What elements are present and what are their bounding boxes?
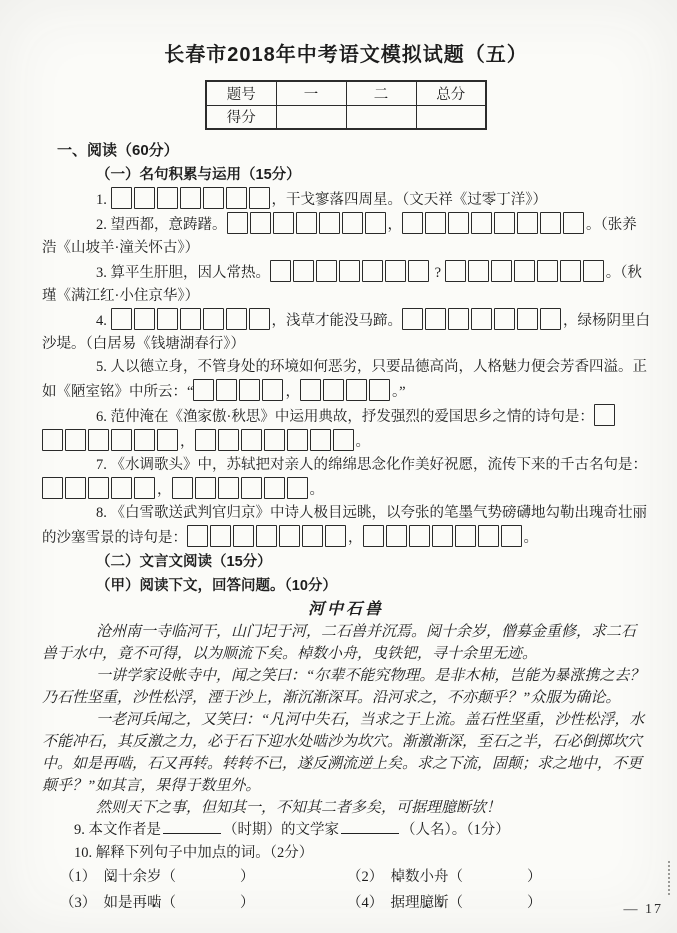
answer-box [346,379,367,401]
answer-box [369,379,390,401]
q10-item [347,891,650,917]
page-title: 长春市2018年中考语文模拟试题（五） [164,44,528,66]
score-table [205,80,487,130]
answer-box [203,187,224,209]
answer-box [250,212,271,234]
item-char: 臆 [419,894,434,911]
answer-box [249,187,270,209]
answer-box [517,308,538,330]
item-label: （1） [60,869,104,885]
answer-box [296,212,317,234]
answer-box [402,308,423,330]
answer-box [471,212,492,234]
answer-box [560,260,581,282]
paren-close: ） [527,894,542,911]
answer-box [514,260,535,282]
answer-box [157,308,178,330]
answer-box [195,429,216,451]
answer-box [540,212,561,234]
answer-box [65,477,86,499]
paren-open: （ [161,869,176,885]
answer-box [425,212,446,234]
answer-box [180,308,201,330]
answer-box [302,525,323,547]
answer-box [65,429,86,451]
answer-box-group [363,530,524,546]
answer-box [134,308,155,330]
answer-box [409,525,430,547]
answer-box-group [111,313,272,329]
answer-box [157,187,178,209]
answer-box [193,379,214,401]
answer-box [273,212,294,234]
item-char: 啮 [147,894,162,911]
answer-box [270,260,291,282]
answer-box-group [193,384,285,400]
question-text: 。 [523,530,538,546]
answer-box [226,308,247,330]
score-table-cell [346,105,416,129]
answer-box-group [402,217,586,233]
item-char: 据 [390,894,405,911]
item-char: 数 [405,869,420,885]
answer-box [233,525,254,547]
score-table-cell: 二 [346,81,416,105]
paren-open: （ [448,894,463,911]
question-text: 3. 算平生肝胆，因人常热。 [96,265,270,281]
answer-box [365,212,386,234]
answer-box [425,308,446,330]
answer-box [134,429,155,451]
paren-close: ） [527,869,542,885]
answer-box [402,212,423,234]
answer-box [264,477,285,499]
answer-box [323,379,344,401]
question-text: 6. 范仲淹在《渔家傲·秋思》中运用典故，抒发强烈的爱国思乡之情的诗句是： [96,409,594,425]
question-text: 2. 望西都，意踌躇。 [96,217,227,233]
answer-box [471,308,492,330]
answer-box [491,260,512,282]
answer-box [445,260,466,282]
answer-box-group [402,313,563,329]
answer-box [226,187,247,209]
question-text: ， [348,530,363,546]
question-8 [42,502,650,550]
answer-box [134,187,155,209]
answer-box [216,379,237,401]
answer-box [494,308,515,330]
part2-sub-heading: （甲）阅读下文，回答问题。（10分） [96,578,337,594]
answer-box [241,429,262,451]
answer-box [293,260,314,282]
question-9 [42,819,650,842]
answer-box [279,525,300,547]
passage-paragraph: 一老河兵闻之，又笑曰：“凡河中失石，当求之于上流。盖石性坚重，沙性松浮，水不能冲石，其反激之力，必于石下迎水处啮沙为坎穴。渐激渐深，至石之半，石必倒掷坎穴中。如是再啮，石又再转。转转不已，遂反溯流逆上矣。求之下流，固颠；求之地中，不更颠乎？”如其言，果得于数里外。 [42,712,645,794]
answer-box [432,525,453,547]
answer-box-group [111,192,272,208]
score-table-cell [276,105,346,129]
question-2 [42,212,650,260]
part2-heading: （二）文言文阅读（15分） [96,554,272,570]
item-char: 断 [434,894,449,911]
item-char: 如 [103,894,118,911]
question-text: 。 [309,482,324,498]
answer-box [264,429,285,451]
answer-box [111,187,132,209]
answer-blank [341,820,399,834]
q10-items [42,865,650,916]
question-1 [42,187,650,212]
question-text: ， [387,217,402,233]
item-char: 理 [405,894,420,911]
question-text: 8. 《白雪歌送武判官归京》中诗人极目远眺，以夸张的笔墨气势磅礴地勾勒出瑰奇壮丽的沙塞雪景的诗句是： [42,505,647,546]
item-char: 舟 [434,869,449,885]
question-text: ， [157,482,172,498]
answer-box [134,477,155,499]
question-text: 。（张养浩《山坡羊·潼关怀古》） [42,217,637,256]
question-text: 。” [391,384,406,400]
answer-box [180,187,201,209]
scan-artifact [668,861,670,895]
answer-box [362,260,383,282]
item-char: 是 [118,894,133,911]
answer-box-group [445,265,606,281]
item-char: 小 [419,869,434,885]
question-7 [42,454,650,502]
question-text: 7. 《水调歌头》中，苏轼把对亲人的绵绵思念化作美好祝愿，流传下来的千古名句是： [96,457,647,473]
answer-box [448,212,469,234]
section-reading-heading: 一、阅读（60分） [57,142,179,159]
answer-box [310,429,331,451]
item-char: 再 [132,894,147,911]
paren-close: ） [240,869,255,885]
answer-box [227,212,248,234]
answer-box [537,260,558,282]
score-table-header-row [206,81,486,105]
answer-box [501,525,522,547]
question-text: ， [180,434,195,450]
answer-box [239,379,260,401]
answer-box [325,525,346,547]
answer-box-group [270,265,431,281]
answer-box [42,477,63,499]
item-char: 十 [118,869,133,885]
score-table-cell: 得分 [206,105,276,129]
score-table-cell: 题号 [206,81,276,105]
item-label: （3） [60,894,104,911]
part1-heading: （一）名句积累与运用（15分） [96,167,301,183]
question-text: ，绿杨阴里白沙堤。（白居易《钱塘湖春行》） [42,313,650,352]
question-text: 9. 本文作者是 [74,822,161,838]
answer-box [218,477,239,499]
answer-box [203,308,224,330]
answer-box-group [594,409,617,425]
item-label: （2） [347,869,391,885]
questions [42,187,650,550]
answer-blank [163,820,221,834]
answer-box-group [300,384,392,400]
question-text: （时期）的文学家 [223,822,339,838]
passage-paragraph: 一讲学家设帐寺中，闻之笑曰：“尔辈不能究物理。是非木杮，岂能为暴涨携之去？乃石性坚重，沙性松浮，湮于沙上，渐沉渐深耳。沿河求之，不亦颠乎？”众服为确论。 [42,668,645,706]
paren-open: （ [448,869,463,885]
answer-box [195,477,216,499]
answer-box-group [42,482,157,498]
item-label: （4） [347,894,391,911]
answer-box [111,308,132,330]
answer-box-group [172,482,310,498]
question-text: 5. 人以德立身，不管身处的环境如何恶劣，只要品德高尚，人格魅力便会芳香四溢。正如《陋室铭》中所云：“ [42,359,647,400]
answer-box [468,260,489,282]
answer-box [316,260,337,282]
answer-box [210,525,231,547]
answer-box [517,212,538,234]
answer-box [342,212,363,234]
answer-box [455,525,476,547]
answer-box [300,379,321,401]
answer-box [249,308,270,330]
score-table-cell [416,105,486,129]
answer-box [111,429,132,451]
answer-box [42,429,63,451]
answer-box [262,379,283,401]
question-text: 4. [96,313,111,329]
answer-box [408,260,429,282]
answer-box [363,525,384,547]
answer-box [88,477,109,499]
question-5 [42,356,650,404]
answer-box [478,525,499,547]
question-text: 。（秋瑾《满江红·小住京华》） [42,265,642,304]
passage [42,621,650,819]
question-text: ? [431,265,445,281]
answer-box [187,525,208,547]
answer-box [583,260,604,282]
passage-paragraph: 然则天下之事，但知其一，不知其二者多矣，可据理臆断欤！ [96,800,502,816]
question-6 [42,404,650,454]
answer-box [386,525,407,547]
answer-box [333,429,354,451]
item-char: 阅 [103,869,118,885]
answer-box [594,404,615,426]
paren-close: ） [240,894,255,911]
answer-box [540,308,561,330]
answer-box [385,260,406,282]
answer-box [494,212,515,234]
passage-paragraph: 沧州南一寺临河干，山门圮于河，二石兽并沉焉。阅十余岁，僧募金重修，求二石兽于水中，竟不可得，以为顺流下矣。棹数小舟，曳铁钯，寻十余里无迹。 [42,624,637,662]
answer-box [339,260,360,282]
passage-title: 河中石兽 [307,601,384,618]
question-text: 。 [355,434,370,450]
answer-box [256,525,277,547]
q10-item [347,865,650,891]
answer-box [287,477,308,499]
answer-box [563,212,584,234]
answer-box-group [187,530,348,546]
answer-box [157,429,178,451]
answer-box [111,477,132,499]
question-text: 1. [96,192,111,208]
answer-box [88,429,109,451]
q10-item [60,891,347,917]
question-text: ，浅草才能没马蹄。 [271,313,402,329]
item-char: 岁 [147,869,162,885]
score-table-cell: 一 [276,81,346,105]
page-number: — 17 [623,902,663,917]
answer-box [448,308,469,330]
question-10-prompt: 10. 解释下列句子中加点的词。（2分） [74,845,314,861]
answer-box [241,477,262,499]
answer-box-group [42,434,180,450]
answer-box [319,212,340,234]
score-table-score-row [206,105,486,129]
q10-item [60,865,347,891]
question-3 [42,260,650,308]
item-char: 棹 [390,869,405,885]
paren-open: （ [161,894,176,911]
question-text: （人名）。（1分） [401,822,510,838]
item-char: 余 [132,869,147,885]
question-4 [42,308,650,356]
score-table-cell: 总分 [416,81,486,105]
answer-box-group [227,217,388,233]
answer-box [172,477,193,499]
question-text: ，干戈寥落四周星。（文天祥《过零丁洋》） [271,192,547,208]
answer-box-group [195,434,356,450]
question-text: ， [285,384,300,400]
answer-box [218,429,239,451]
answer-box [287,429,308,451]
